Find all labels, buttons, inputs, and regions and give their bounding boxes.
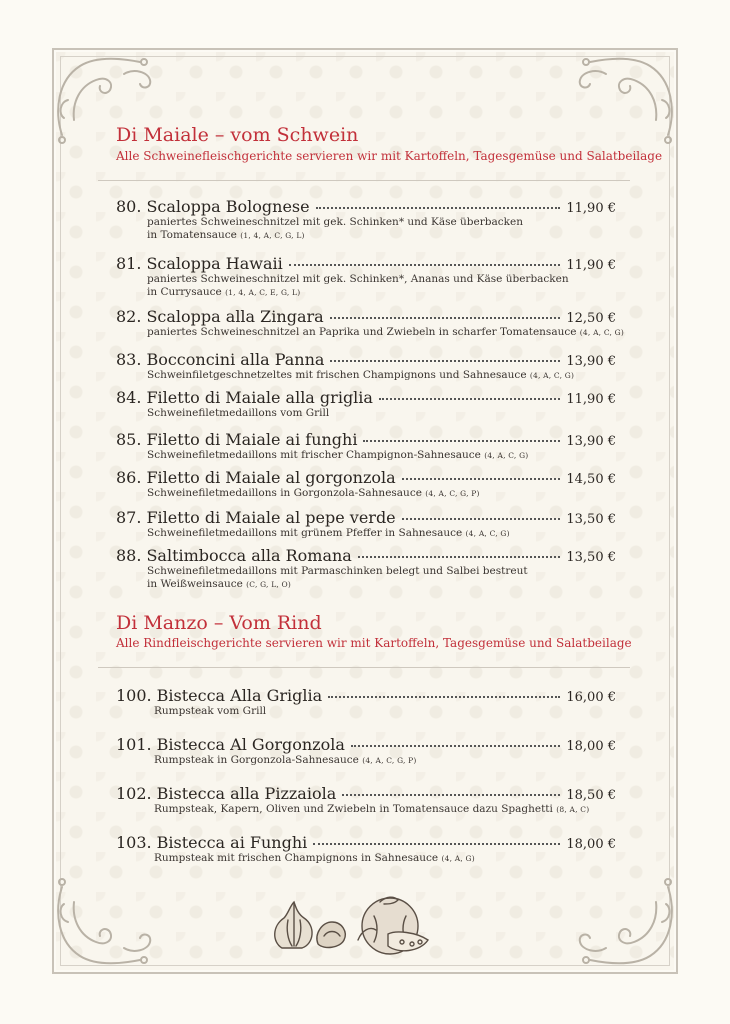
item-allergens: (C, G, L, O) [246, 580, 292, 589]
item-number: 100. [116, 686, 152, 705]
item-price: 13,90 € [566, 354, 616, 369]
item-price: 11,90 € [566, 392, 616, 407]
dot-leader [379, 398, 560, 400]
item-name: Filetto di Maiale al gorgonzola [146, 468, 396, 487]
section-subtitle-pork: Alle Schweinefleischgerichte servieren wir mit Kartoffeln, Tagesgemüse und Salatbeilage [116, 149, 663, 163]
item-name: Bistecca ai Funghi [156, 833, 308, 852]
item-name: Scaloppa alla Zingara [146, 307, 324, 326]
item-name: Filetto di Maiale alla griglia [146, 388, 373, 407]
dot-leader [330, 360, 560, 362]
item-description: paniertes Schweineschnitzel mit gek. Schinken* und Käse überbacken [147, 216, 523, 228]
item-name: Scaloppa Hawaii [146, 254, 283, 273]
item-name: Scaloppa Bolognese [146, 197, 310, 216]
dot-leader [330, 317, 561, 319]
section-subtitle-beef: Alle Rindfleischgerichte servieren wir mit Kartoffeln, Tagesgemüse und Salatbeilage [116, 636, 632, 650]
section-divider [98, 667, 630, 668]
item-price: 18,50 € [566, 788, 616, 803]
item-price: 12,50 € [566, 311, 616, 326]
item-price: 13,50 € [566, 512, 616, 527]
item-description: Rumpsteak vom Grill [154, 705, 267, 717]
item-description-text: Schweinfiletgeschnetzeltes mit frischen Champignons und Sahnesauce [147, 369, 527, 381]
item-description [116, 527, 616, 540]
garlic-mushroom-tomato-icon [270, 890, 440, 960]
item-description-text: Rumpsteak in Gorgonzola-Sahnesauce [154, 754, 359, 766]
menu-item [116, 735, 616, 767]
item-description [116, 852, 616, 865]
menu-item [116, 388, 616, 420]
item-number: 88. [116, 546, 142, 565]
item-description-text: in Weißweinsauce [147, 578, 243, 590]
item-name: Bistecca Al Gorgonzola [156, 735, 345, 754]
item-description [116, 449, 616, 462]
item-name: Saltimbocca alla Romana [146, 546, 352, 565]
item-number: 83. [116, 350, 142, 369]
item-description [116, 326, 625, 339]
item-description-text: Schweinefiletmedaillons mit grünem Pfeffer in Sahnesauce [147, 527, 463, 539]
section-title-beef: Di Manzo – Vom Rind [116, 612, 322, 634]
item-price: 18,00 € [566, 739, 616, 754]
item-number: 85. [116, 430, 142, 449]
item-allergens: (4, A, C, G, P) [362, 756, 417, 765]
dot-leader [358, 556, 561, 558]
item-description: paniertes Schweineschnitzel mit gek. Schinken*, Ananas und Käse überbacken [147, 273, 569, 285]
menu-item [116, 833, 616, 865]
menu-item [116, 430, 616, 462]
corner-ornament-icon [566, 862, 686, 982]
item-description-text: paniertes Schweineschnitzel an Paprika und Zwiebeln in scharfer Tomatensauce [147, 326, 577, 338]
section-title-pork: Di Maiale – vom Schwein [116, 124, 359, 146]
dot-leader [342, 794, 560, 796]
dot-leader [316, 207, 561, 209]
item-number: 81. [116, 254, 142, 273]
item-number: 84. [116, 388, 142, 407]
item-allergens: (4, A, C, G) [484, 451, 529, 460]
item-name: Filetto di Maiale al pepe verde [146, 508, 396, 527]
item-allergens: (8, A, C) [556, 805, 590, 814]
item-description [116, 803, 616, 816]
menu-item [116, 254, 616, 299]
item-description: Schweinefiletmedaillons mit Parmaschinken belegt und Salbei bestreut [147, 565, 528, 577]
item-allergens: (4, A, G) [441, 854, 475, 863]
dot-leader [313, 843, 560, 845]
dot-leader [328, 696, 560, 698]
section-divider [98, 180, 630, 181]
item-description-text: in Tomatensauce [147, 229, 237, 241]
item-description-text: in Currysauce [147, 286, 222, 298]
dot-leader [289, 264, 561, 266]
menu-item [116, 508, 616, 540]
menu-item [116, 546, 616, 591]
corner-ornament-icon [566, 40, 686, 160]
item-allergens: (1, 4, A, C, G, L) [240, 231, 305, 240]
menu-item [116, 686, 616, 718]
item-price: 11,90 € [566, 258, 616, 273]
menu-item [116, 468, 616, 500]
item-number: 101. [116, 735, 152, 754]
item-price: 14,50 € [566, 472, 616, 487]
item-description-text: Rumpsteak, Kapern, Oliven und Zwiebeln in Tomatensauce dazu Spaghetti [154, 803, 553, 815]
item-description-text: Schweinefiletmedaillons mit frischer Champignon-Sahnesauce [147, 449, 481, 461]
item-name: Bistecca alla Pizzaiola [156, 784, 337, 803]
item-description [116, 369, 616, 382]
item-price: 16,00 € [566, 690, 616, 705]
item-description [116, 286, 616, 299]
item-allergens: (4, A, C, G) [465, 529, 510, 538]
item-allergens: (4, A, C, G) [529, 371, 575, 380]
item-description [116, 229, 616, 242]
menu-item [116, 784, 616, 816]
item-price: 11,90 € [566, 201, 616, 216]
corner-ornament-icon [44, 862, 164, 982]
dot-leader [363, 440, 560, 442]
menu-item [116, 307, 625, 339]
item-number: 103. [116, 833, 152, 852]
item-price: 18,00 € [566, 837, 616, 852]
item-name: Filetto di Maiale ai funghi [146, 430, 358, 449]
item-allergens: (1, 4, A, C, E, G, L) [225, 288, 301, 297]
dot-leader [402, 478, 561, 480]
item-number: 86. [116, 468, 142, 487]
item-name: Bocconcini alla Panna [146, 350, 325, 369]
item-description [116, 578, 616, 591]
item-description: Schweinefiletmedaillons vom Grill [147, 407, 330, 419]
item-number: 82. [116, 307, 142, 326]
item-number: 87. [116, 508, 142, 527]
item-description-text: Rumpsteak mit frischen Champignons in Sahnesauce [154, 852, 439, 864]
item-description [116, 487, 616, 500]
dot-leader [351, 745, 561, 747]
item-description [116, 754, 616, 767]
item-number: 80. [116, 197, 142, 216]
item-number: 102. [116, 784, 152, 803]
item-name: Bistecca Alla Griglia [156, 686, 323, 705]
dot-leader [402, 518, 561, 520]
menu-item [116, 350, 616, 382]
item-price: 13,90 € [566, 434, 616, 449]
item-allergens: (4, A, C, G) [579, 328, 625, 337]
menu-item [116, 197, 616, 242]
item-description-text: Schweinefiletmedaillons in Gorgonzola-Sahnesauce [147, 487, 422, 499]
item-allergens: (4, A, C, G, P) [425, 489, 480, 498]
item-price: 13,50 € [566, 550, 616, 565]
